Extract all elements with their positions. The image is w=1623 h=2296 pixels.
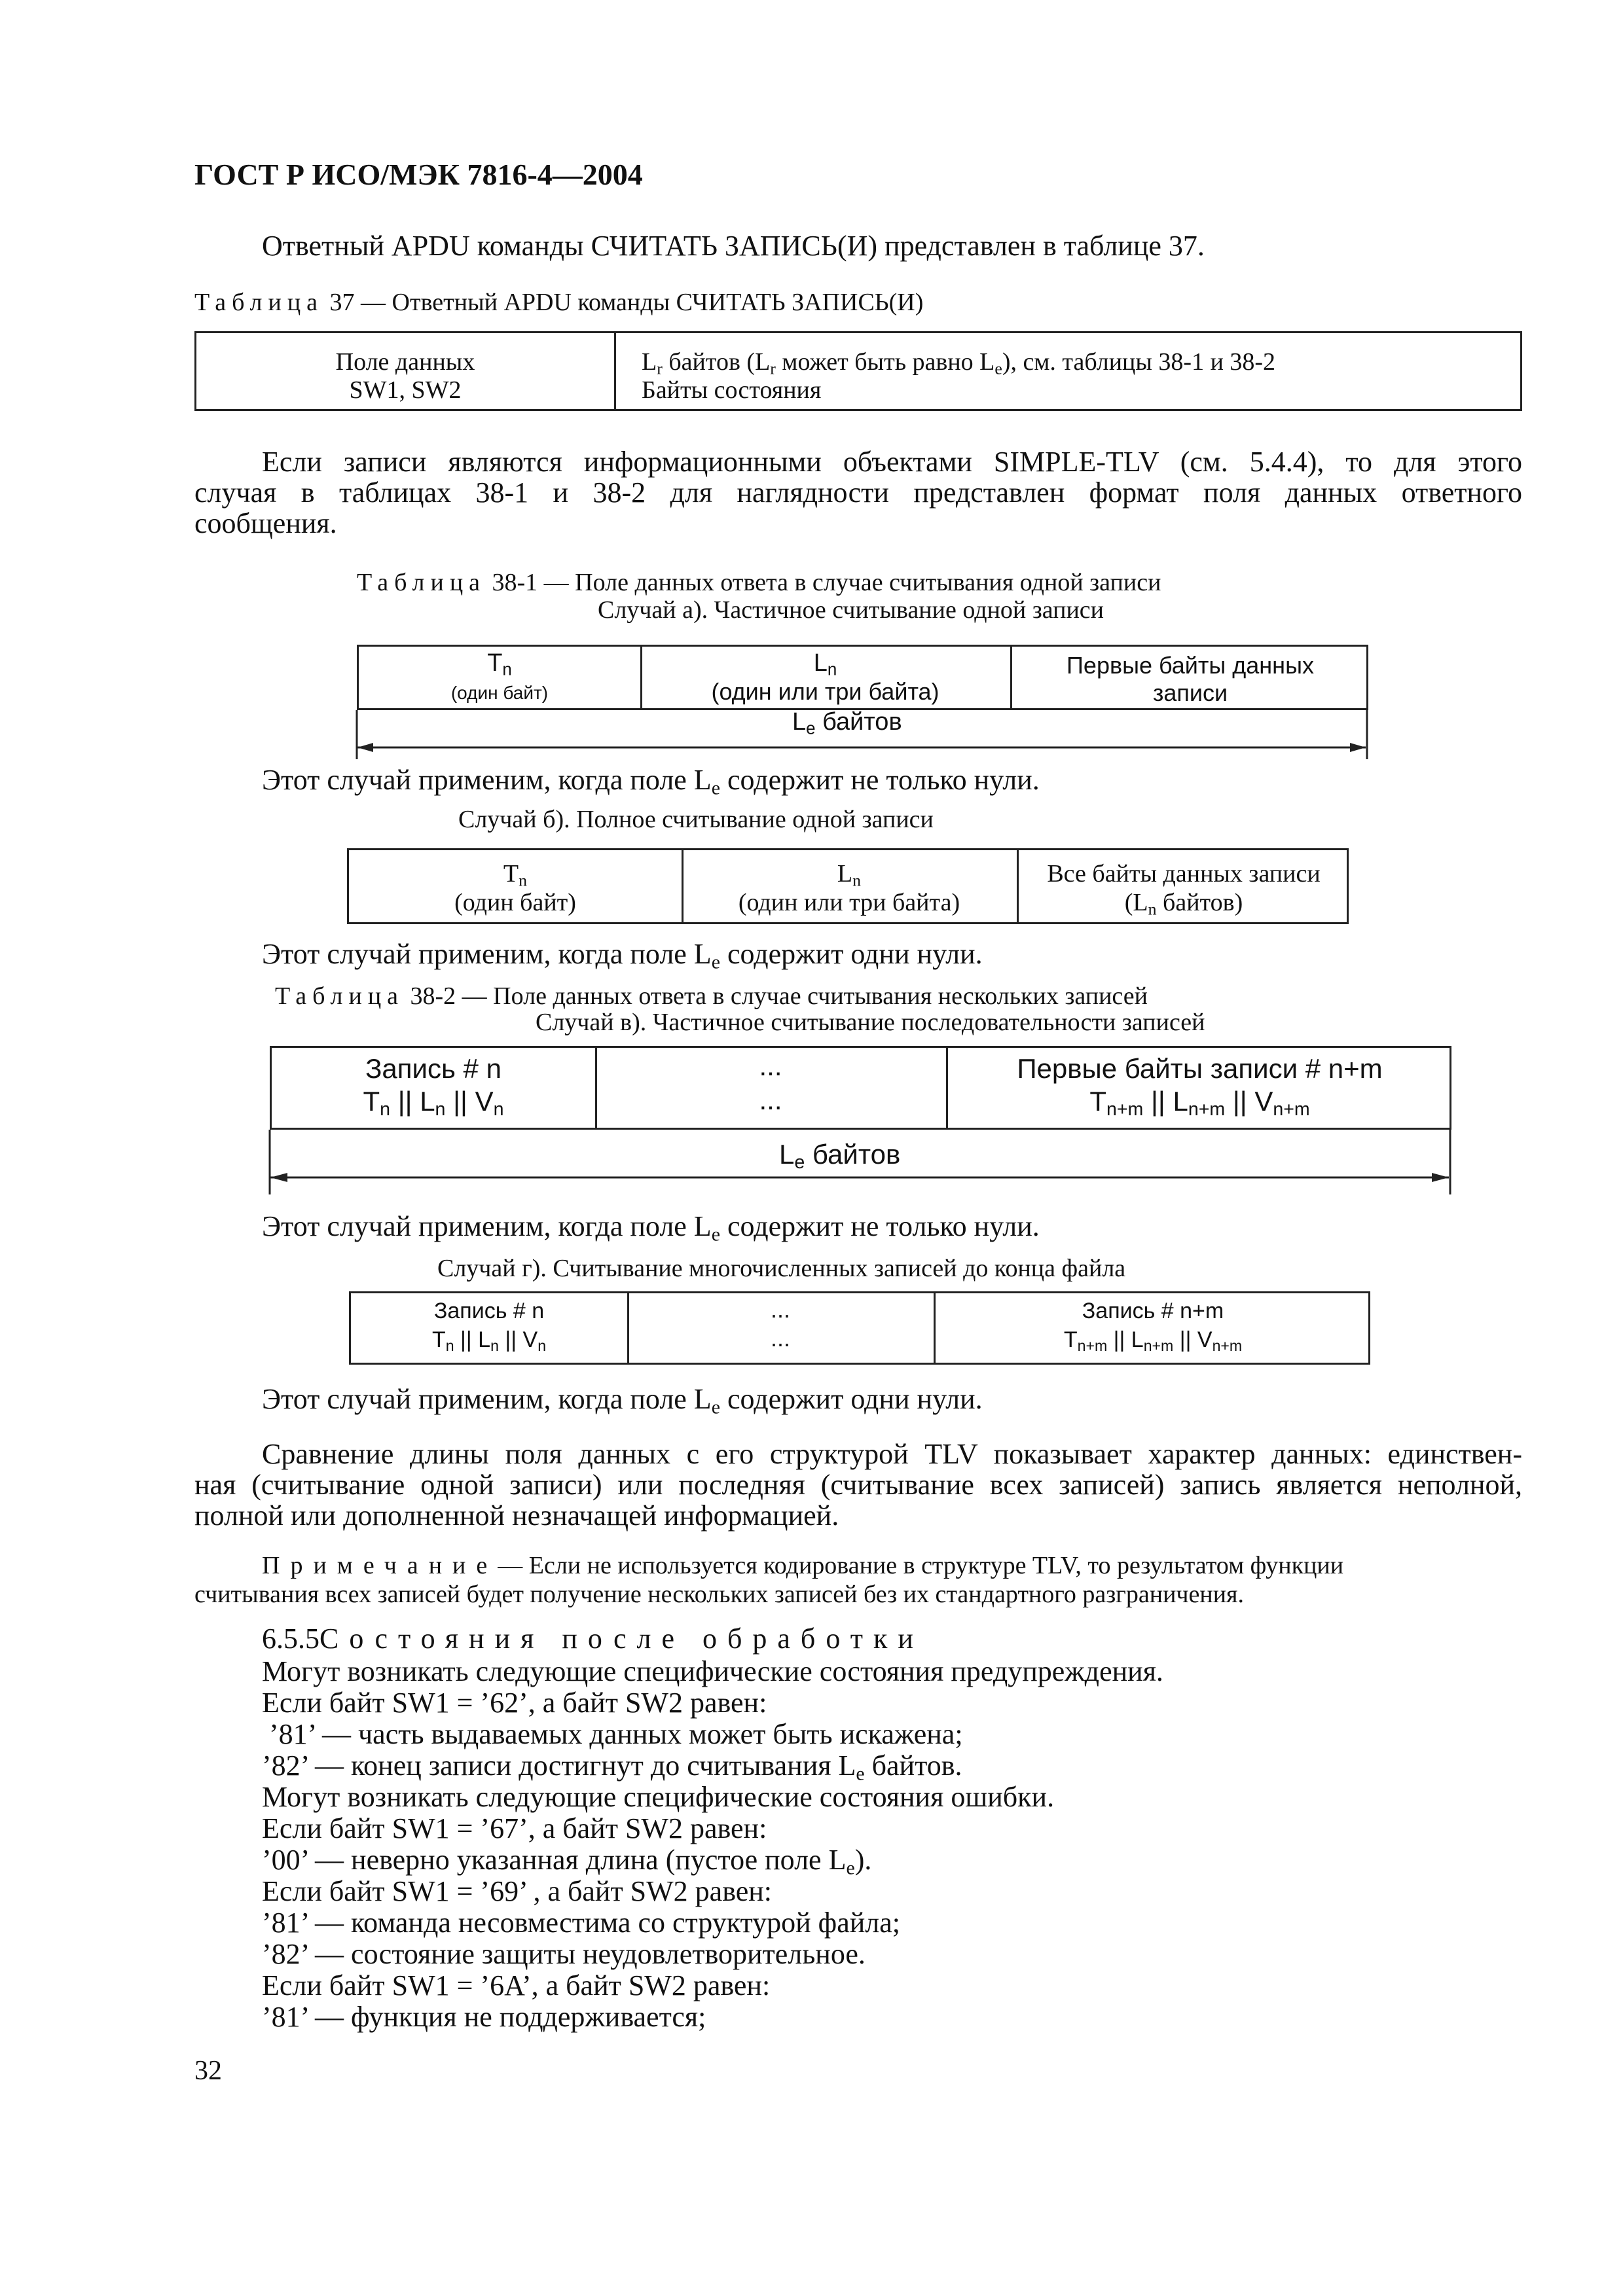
case-c-note: Этот случай применим, когда поле $L_e$ содержит не только нули. bbox=[262, 1210, 1040, 1246]
table37-value-1: Байты состояния bbox=[642, 376, 822, 404]
section-line-5: Если байт SW1 = ’67’, а байт SW2 равен: bbox=[262, 1812, 767, 1844]
section-number: 6.5.5 bbox=[262, 1623, 319, 1655]
note-line2: считывания всех записей будет получение нескольких записей без их стандартного разграничения. bbox=[194, 1581, 1245, 1608]
case-d-ellipsis-2: ... bbox=[770, 1325, 790, 1352]
case-d-ellipsis-1: ... bbox=[770, 1296, 790, 1323]
section-line-9: ’82’ — состояние защиты неудовлетворительное. bbox=[262, 1938, 866, 1970]
section-line-7: Если байт SW1 = ’69’ , а байт SW2 равен: bbox=[262, 1875, 773, 1907]
case-c-record-nm-title: Первые байты записи # n+m bbox=[1017, 1053, 1383, 1084]
table38-2-caption-text: 38-2 — Поле данных ответа в случае считывания нескольких записей bbox=[410, 982, 1148, 1010]
case-a-ln-desc: (один или три байта) bbox=[711, 678, 939, 705]
table37-field-1: SW1, SW2 bbox=[349, 376, 462, 404]
case-c-table bbox=[270, 1046, 1451, 1130]
section-line-11: ’81’ — функция не поддерживается; bbox=[262, 2001, 706, 2033]
case-d-title: Случай г). Считывание многочисленных записей до конца файла bbox=[437, 1255, 1126, 1282]
section-line-3: ’82’ — конец записи достигнут до считывания $L_e$ байтов. bbox=[262, 1749, 962, 1785]
para1-line2: случая в таблицах 38-1 и 38-2 для наглядности представлен формат поля данных ответного bbox=[194, 476, 1522, 509]
section-line-8: ’81’ — команда несовместима со структурой файла; bbox=[262, 1907, 900, 1939]
note-line1: Примечание— Если не используется кодирование в структуре TLV, то результатом функции bbox=[262, 1552, 1344, 1579]
case-b-note: Этот случай применим, когда поле $L_e$ содержит одни нули. bbox=[262, 938, 983, 973]
para2-line3: полной или дополненной незначащей информацией. bbox=[194, 1499, 839, 1532]
case-a-ln: $L_n$ bbox=[813, 649, 837, 679]
case-b-tn: $T_n$ bbox=[503, 860, 528, 890]
case-d-record-n-tlv: $T_n$ || $L_n$ || $V_n$ bbox=[431, 1327, 547, 1354]
case-b-data-line2: ($L_n$ байтов) bbox=[1124, 889, 1243, 919]
case-b-title: Случай б). Полное считывание одной записи bbox=[458, 806, 934, 833]
note-label: Примечание bbox=[262, 1552, 498, 1579]
case-d-table bbox=[349, 1291, 1370, 1365]
case-a-tn: $T_n$ bbox=[487, 649, 512, 679]
table37-value-0: $L_r$ байтов ($L_r$ может быть равно $L_e$), см. таблицы 38-1 и 38-2 bbox=[642, 348, 1276, 378]
case-d-record-n-title: Запись # n bbox=[433, 1299, 545, 1323]
table37 bbox=[194, 331, 1522, 411]
section-line-2: ’81’ — часть выдаваемых данных может быть искажена; bbox=[262, 1718, 963, 1750]
section-line-0: Могут возникать следующие специфические состояния предупреждения. bbox=[262, 1655, 1163, 1687]
case-a-data-line2: записи bbox=[1152, 679, 1228, 706]
section-line-6: ’00’ — неверно указанная длина (пустое поле $L_e$). bbox=[262, 1844, 872, 1879]
table38-1-caption-label: Таблица bbox=[357, 569, 486, 596]
para2-line1: Сравнение длины поля данных с его структурой TLV показывает характер данных: единствен- bbox=[262, 1438, 1522, 1470]
case-a-data-line1: Первые байты данных bbox=[1067, 652, 1314, 679]
document-header: ГОСТ Р ИСО/МЭК 7816-4—2004 bbox=[194, 158, 643, 191]
case-c-ellipsis-1: ... bbox=[759, 1050, 782, 1081]
table37-caption-label: Таблица bbox=[194, 289, 324, 316]
case-a-title: Случай а). Частичное считывание одной записи bbox=[598, 596, 1104, 624]
table38-2-caption bbox=[275, 982, 1148, 1011]
case-c-ellipsis-2: ... bbox=[759, 1085, 782, 1115]
case-d-record-nm-tlv: $T_{n+m}$ || $L_{n+m}$ || $V_{n+m}$ bbox=[1063, 1327, 1243, 1354]
table38-1-caption-text: 38-1 — Поле данных ответа в случае считывания одной записи bbox=[492, 569, 1161, 596]
section-title: Состояния после обработки bbox=[319, 1623, 924, 1655]
table38-1-caption bbox=[357, 568, 1161, 597]
intro-text: Ответный APDU команды СЧИТАТЬ ЗАПИСЬ(И) представлен в таблице 37. bbox=[262, 230, 1205, 262]
section-line-1: Если байт SW1 = ’62’, а байт SW2 равен: bbox=[262, 1687, 767, 1719]
case-c-record-n-title: Запись # n bbox=[365, 1053, 501, 1084]
case-b-ln-desc: (один или три байта) bbox=[738, 889, 960, 916]
case-c-title: Случай в). Частичное считывание последовательности записей bbox=[536, 1009, 1205, 1036]
table37-caption bbox=[194, 288, 923, 317]
case-b-table bbox=[347, 848, 1349, 924]
section-heading bbox=[262, 1622, 924, 1655]
case-c-record-nm-tlv: $T_{n+m}$ || $L_{n+m}$ || $V_{n+m}$ bbox=[1089, 1086, 1310, 1121]
section-line-4: Могут возникать следующие специфические состояния ошибки. bbox=[262, 1781, 1055, 1813]
table37-field-0: Поле данных bbox=[335, 348, 475, 376]
case-a-note: Этот случай применим, когда поле $L_e$ содержит не только нули. bbox=[262, 764, 1040, 799]
table37-caption-text: 37 — Ответный APDU команды СЧИТАТЬ ЗАПИСЬ(И) bbox=[329, 289, 924, 316]
case-c-length-label: $L_e$ байтов bbox=[779, 1139, 901, 1174]
table38-2-caption-label: Таблица bbox=[275, 982, 405, 1010]
page-number: 32 bbox=[194, 2056, 222, 2086]
case-a-tn-desc: (один байт) bbox=[450, 683, 549, 703]
case-c-record-n-tlv: $T_n$ || $L_n$ || $V_n$ bbox=[363, 1086, 504, 1121]
case-d-note: Этот случай применим, когда поле $L_e$ содержит одни нули. bbox=[262, 1383, 983, 1418]
para2-line2: ная (считывание одной записи) или последняя (считывание всех записей) запись является неполной, bbox=[194, 1469, 1522, 1501]
case-a-table bbox=[357, 645, 1368, 710]
case-d-record-nm-title: Запись # n+m bbox=[1082, 1299, 1224, 1323]
case-b-data-line1: Все байты данных записи bbox=[1047, 860, 1321, 888]
section-line-10: Если байт SW1 = ’6A’, а байт SW2 равен: bbox=[262, 1969, 771, 2001]
para1-line1: Если записи являются информационными объектами SIMPLE-TLV (см. 5.4.4), то для этого bbox=[262, 446, 1522, 478]
case-a-length-label: $L_e$ байтов bbox=[792, 708, 902, 738]
case-b-tn-desc: (один байт) bbox=[454, 889, 576, 916]
para1-line3: сообщения. bbox=[194, 507, 337, 539]
case-b-ln: $L_n$ bbox=[837, 860, 862, 890]
